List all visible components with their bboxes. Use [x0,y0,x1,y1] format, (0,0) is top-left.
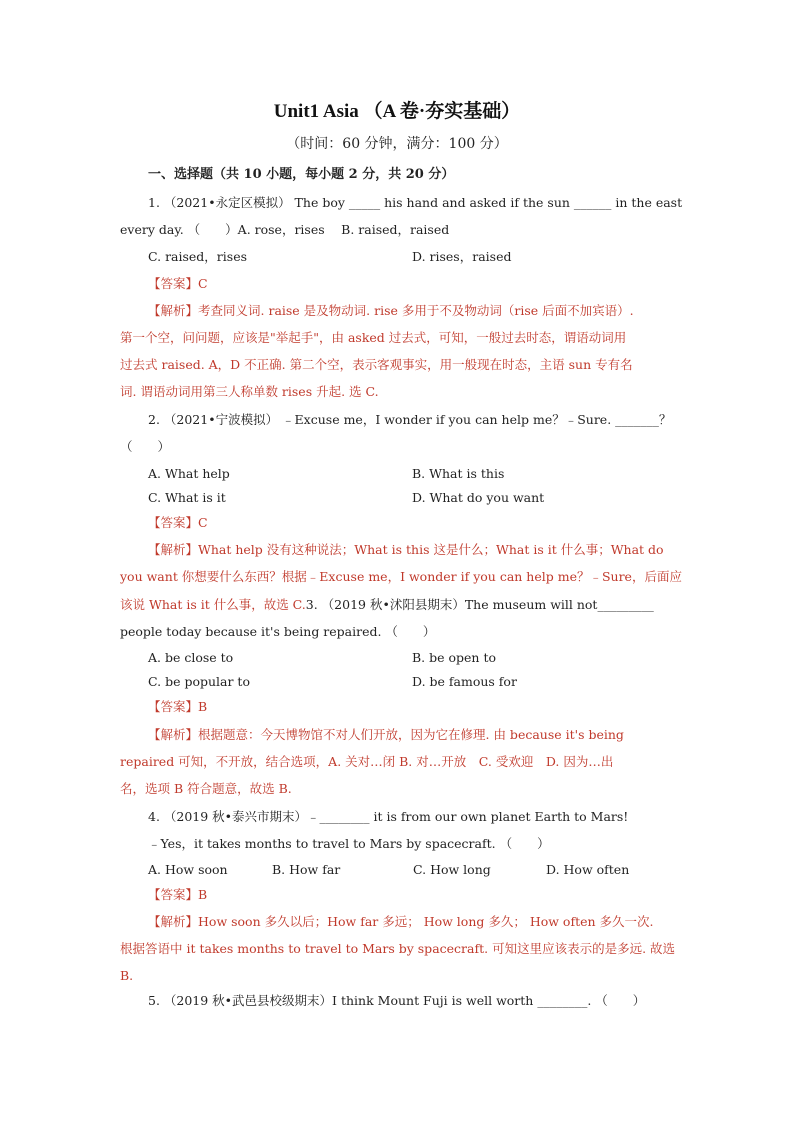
answer-tag: 【答案】 [148,699,199,714]
explanation-text: What help 没有这种说法；What is this 这是什么；What is it 什么事；What do [198,542,664,557]
q2-explanation-2: you want 你想要什么东西？根据﹣Excuse me，I wonder if you can help me？﹣Sure，后面应 [120,569,682,584]
explanation-tag: 【解析】 [148,914,199,929]
q1-line2: every day. （ ）A. rose，rises B. raised，raised [120,222,450,237]
q3-option-a: A. be close to [148,650,234,665]
page-title: Unit1 Asia （A 卷·夯实基础） [273,101,521,122]
section-heading: 一、选择题（共 10 小题，每小题 2 分，共 20 分） [148,167,455,182]
answer-tag: 【答案】 [148,515,199,530]
explanation-text: 根据题意：今天博物馆不对人们开放，因为它在修理. 由 because it's being [198,727,624,742]
answer-tag: 【答案】 [148,276,199,291]
q1-explanation-3: 过去式 raised. A，D 不正确. 第二个空，表示客观事实，用一般现在时态，主语 sun 专有名 [120,357,633,372]
q4-line1: 4. （2019 秋•泰兴市期末）﹣________ it is from our own planet Earth to Mars! [148,809,629,824]
q4-answer [148,886,207,904]
q2-line2: （ ） [120,439,171,454]
explanation-text: 考查同义词. raise 是及物动词. rise 多用于不及物动词（rise 后面不加宾语）. [198,303,634,318]
q3-line2: people today because it's being repaired. （ ） [120,624,436,639]
q4-explanation-1 [148,913,654,931]
page-subtitle: （时间：60 分钟，满分：100 分） [286,136,508,152]
q2-explanation-1 [148,541,664,559]
q3-line1: 3. （2019 秋•沭阳县期末）The museum will not_________ [305,597,654,612]
q3-explanation-1 [148,726,624,744]
q2-option-a: A. What help [148,466,230,481]
answer-tag: 【答案】 [148,887,199,902]
q4-option-d: D. How often [546,862,630,877]
q3-answer [148,698,207,716]
q4-option-a: A. How soon [148,862,228,877]
answer-value: B [198,887,208,902]
q4-option-b: B. How far [272,862,341,877]
answer-value: B [198,699,208,714]
explanation-text: How soon 多久以后；How far 多远； How long 多久； How often 多久一次. [198,914,654,929]
q1-explanation-2: 第一个空，问问题，应该是"举起手"，由 asked 过去式，可知，一般过去时态，谓语动词用 [120,330,627,345]
explanation-tag: 【解析】 [148,542,199,557]
explanation-text: 该说 What is it 什么事，故选 C. [120,597,306,612]
q3-option-c: C. be popular to [148,674,250,689]
q1-line1: 1. （2021•永定区模拟） The boy _____ his hand and asked if the sun ______ in the east [148,195,683,210]
explanation-tag: 【解析】 [148,727,199,742]
q1-explanation-4: 词. 谓语动词用第三人称单数 rises 升起. 选 C. [120,384,379,399]
q4-line2: ﹣Yes，it takes months to travel to Mars by spacecraft. （ ） [148,836,550,851]
explanation-tag: 【解析】 [148,303,199,318]
q2-answer [148,514,208,532]
q4-explanation-2: 根据答语中 it takes months to travel to Mars by spacecraft. 可知这里应该表示的是多远. 故选 [120,941,676,956]
q3-option-d: D. be famous for [412,674,517,689]
q1-explanation-1 [148,302,634,320]
q2-line1: 2. （2021•宁波模拟） ﹣Excuse me，I wonder if you can help me？﹣Sure. _______？ [148,412,672,427]
q1-answer [148,275,208,293]
q1-option-c: C. raised，rises [148,249,248,264]
q3-explanation-3: 名，选项 B 符合题意，故选 B. [120,781,292,796]
q2-explanation-3-and-q3 [120,596,654,614]
q2-option-b: B. What is this [412,466,505,481]
answer-value: C [198,515,208,530]
q5-line1: 5. （2019 秋•武邑县校级期末）I think Mount Fuji is well worth ________. （ ） [148,993,646,1008]
q3-option-b: B. be open to [412,650,497,665]
answer-value: C [198,276,208,291]
q4-explanation-3: B. [120,968,134,983]
q2-option-c: C. What is it [148,490,226,505]
q4-option-c: C. How long [413,862,491,877]
q1-option-d: D. rises，raised [412,249,512,264]
q3-explanation-2: repaired 可知，不开放，结合选项，A. 关对…闭 B. 对…开放 C. 受欢迎 D. 因为…出 [120,754,614,769]
q2-option-d: D. What do you want [412,490,545,505]
